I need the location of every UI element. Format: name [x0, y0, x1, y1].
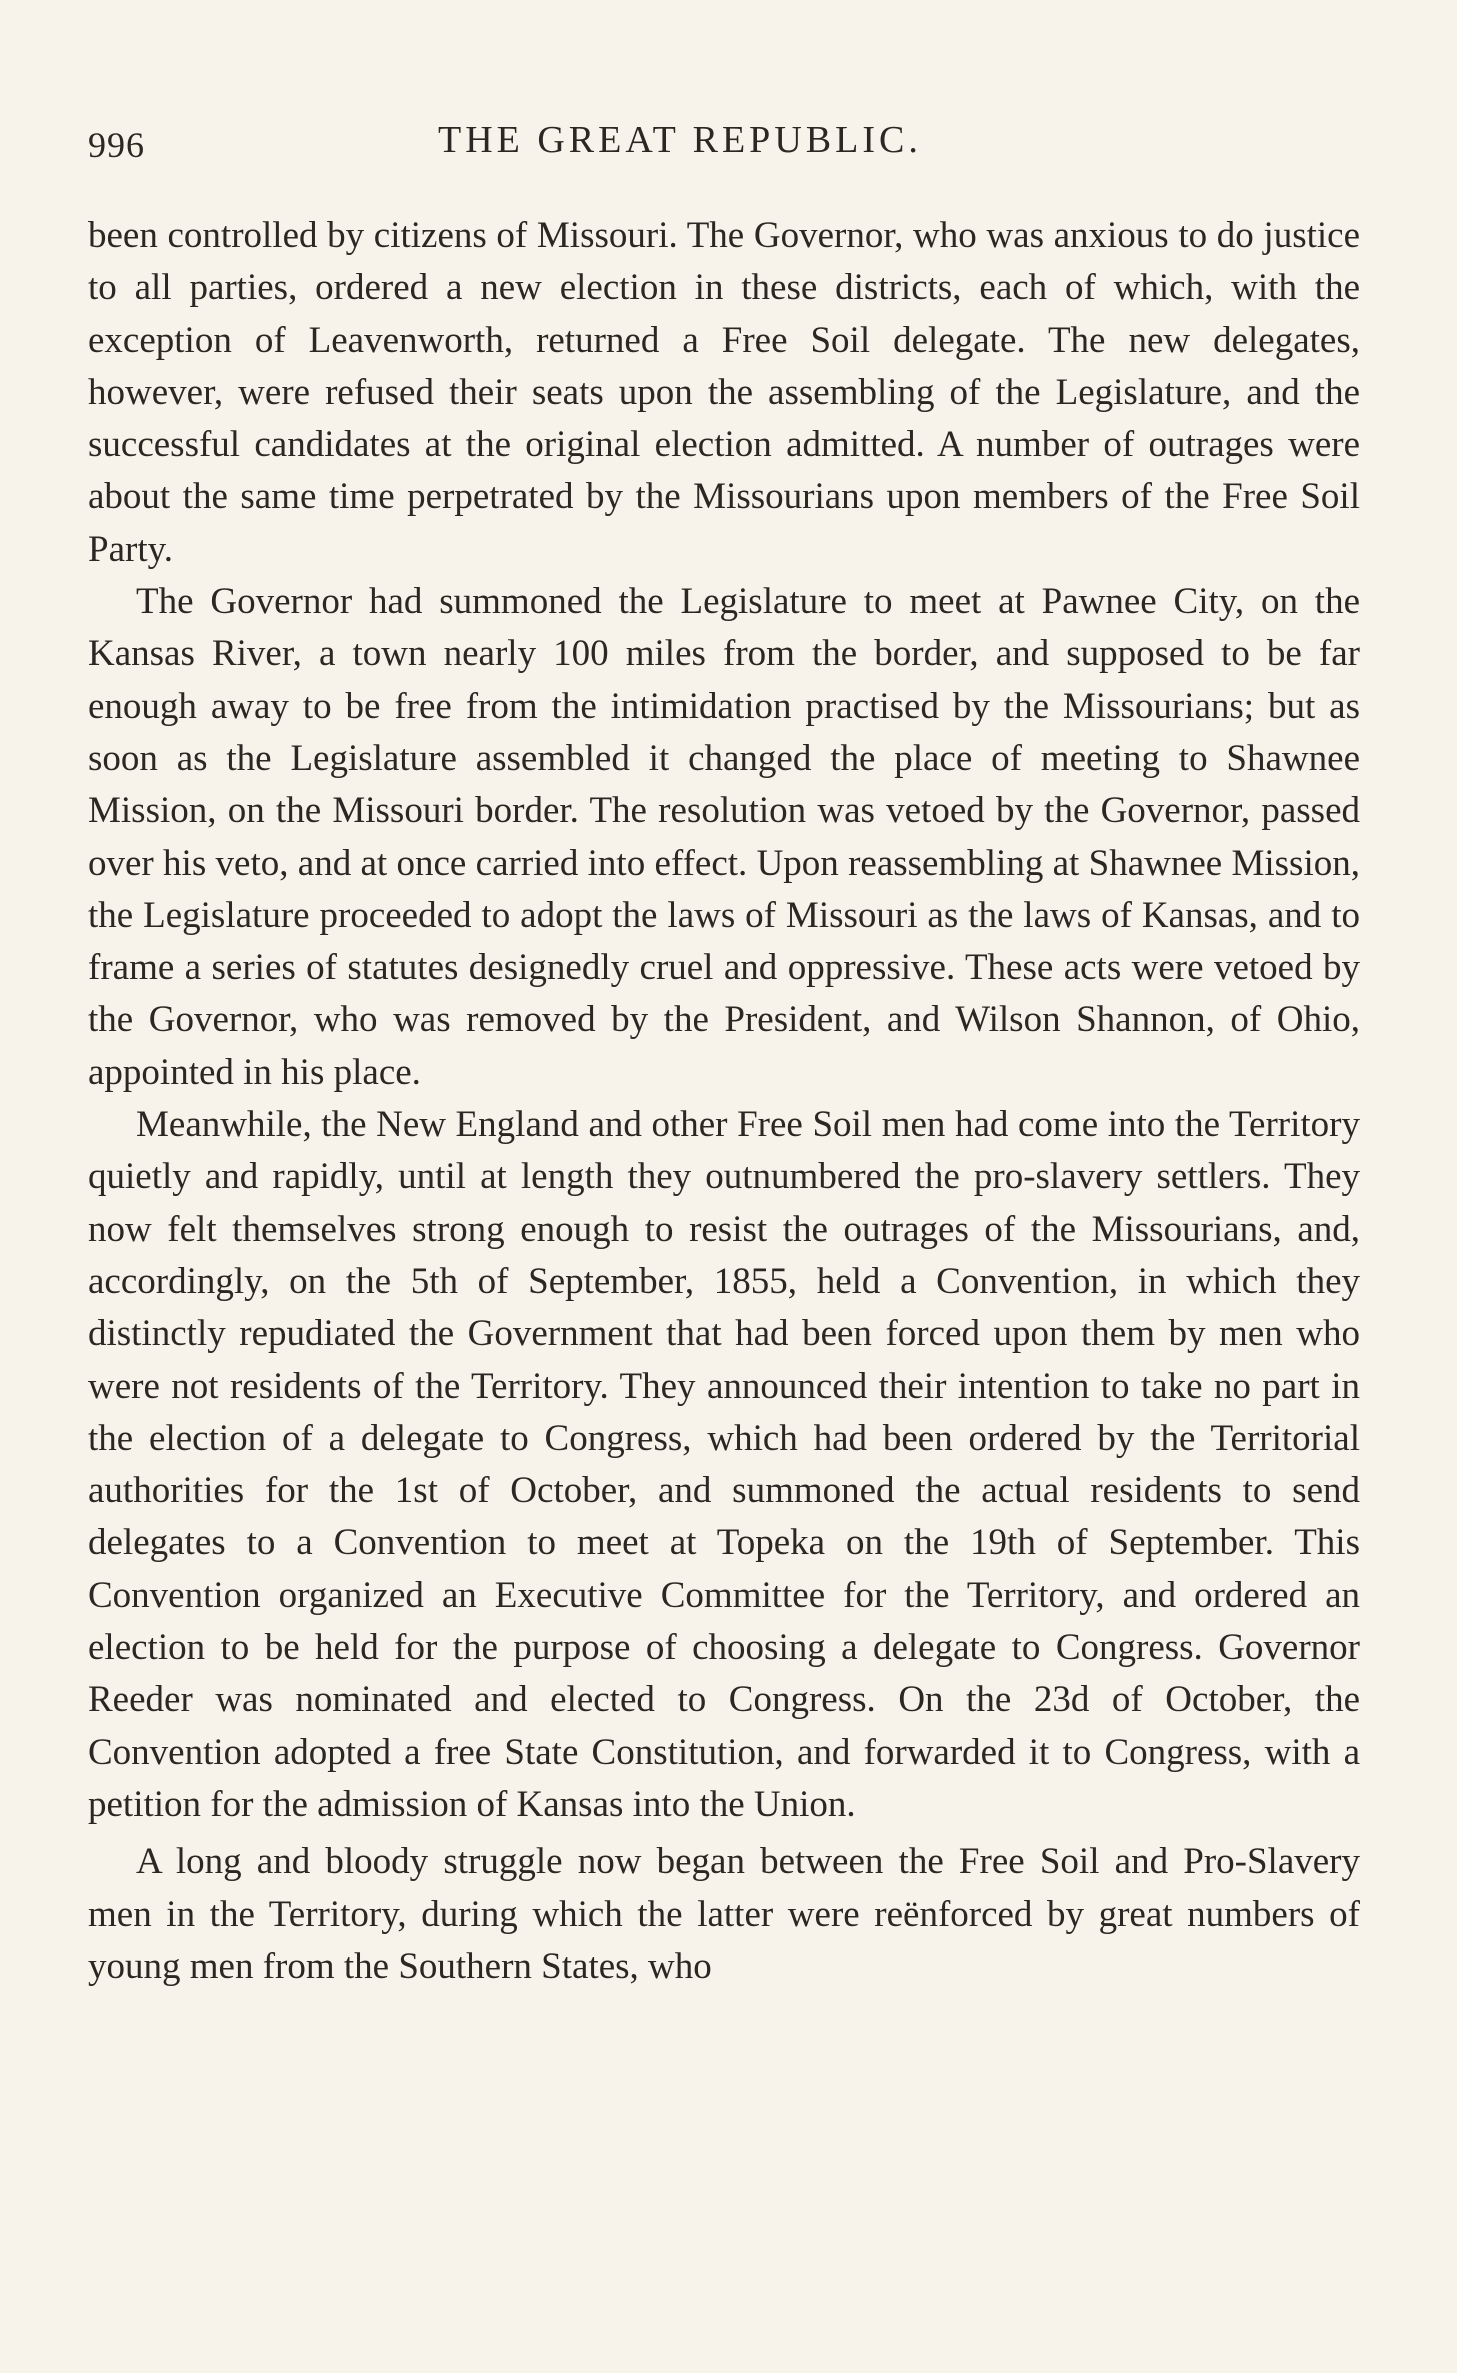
paragraph-continued: been controlled by citizens of Missouri. The Governor, who was anxious to do justice to all parties, ordered a new election in these districts, each of which, with the exception of Leavenworth, returned a Free Soil delegate. The new delegates, however, were refused their seats upon the assembling of the Legislature, and the successful candidates at the original election admitted. A number of outrages were about the same time perpetrated by the Missourians upon members of the Free Soil Party.: [88, 215, 1360, 570]
page-number: 996: [88, 125, 145, 165]
paragraph: The Governor had summoned the Legislature to meet at Pawnee City, on the Kansas River, a town nearly 100 miles from the border, and supposed to be far enough away to be free from the intimidation practised by the Missourians; but as soon as the Legislature assembled it changed the place of meeting to Shawnee Mission, on the Missouri border. The resolution was vetoed by the Governor, passed over his veto, and at once carried into effect. Upon reassembling at Shawnee Mission, the Legislature proceeded to adopt the laws of Missouri as the laws of Kansas, and to frame a series of statutes designedly cruel and oppressive. These acts were vetoed by the Governor, who was removed by the President, and Wilson Shannon, of Ohio, appointed in his place.: [88, 581, 1360, 1093]
book-page: [88, 110, 1360, 1993]
page-header: [88, 110, 1360, 170]
paragraph: Meanwhile, the New England and other Free Soil men had come into the Territory quietly and rapidly, until at length they outnumbered the pro-slavery settlers. They now felt themselves strong enough to resist the outrages of the Missourians, and, accordingly, on the 5th of September, 1855, held a Convention, in which they distinctly repudiated the Government that had been forced upon them by men who were not residents of the Territory. They announced their intention to take no part in the election of a delegate to Congress, which had been ordered by the Territorial authorities for the 1st of October, and summoned the actual residents to send delegates to a Convention to meet at Topeka on the 19th of September. This Convention organized an Executive Committee for the Territory, and ordered an election to be held for the purpose of choosing a delegate to Congress. Governor Reeder was nominated and elected to Congress. On the 23d of October, the Convention adopted a free State Constitution, and forwarded it to Congress, with a petition for the admission of Kansas into the Union.: [88, 1104, 1360, 1825]
running-title: THE GREAT REPUBLIC.: [438, 119, 922, 161]
body-text: [88, 210, 1360, 1993]
paragraph: A long and bloody struggle now began between the Free Soil and Pro-Slavery men in the Territory, during which the latter were reënforced by great numbers of young men from the Southern States, who: [88, 1841, 1360, 1987]
